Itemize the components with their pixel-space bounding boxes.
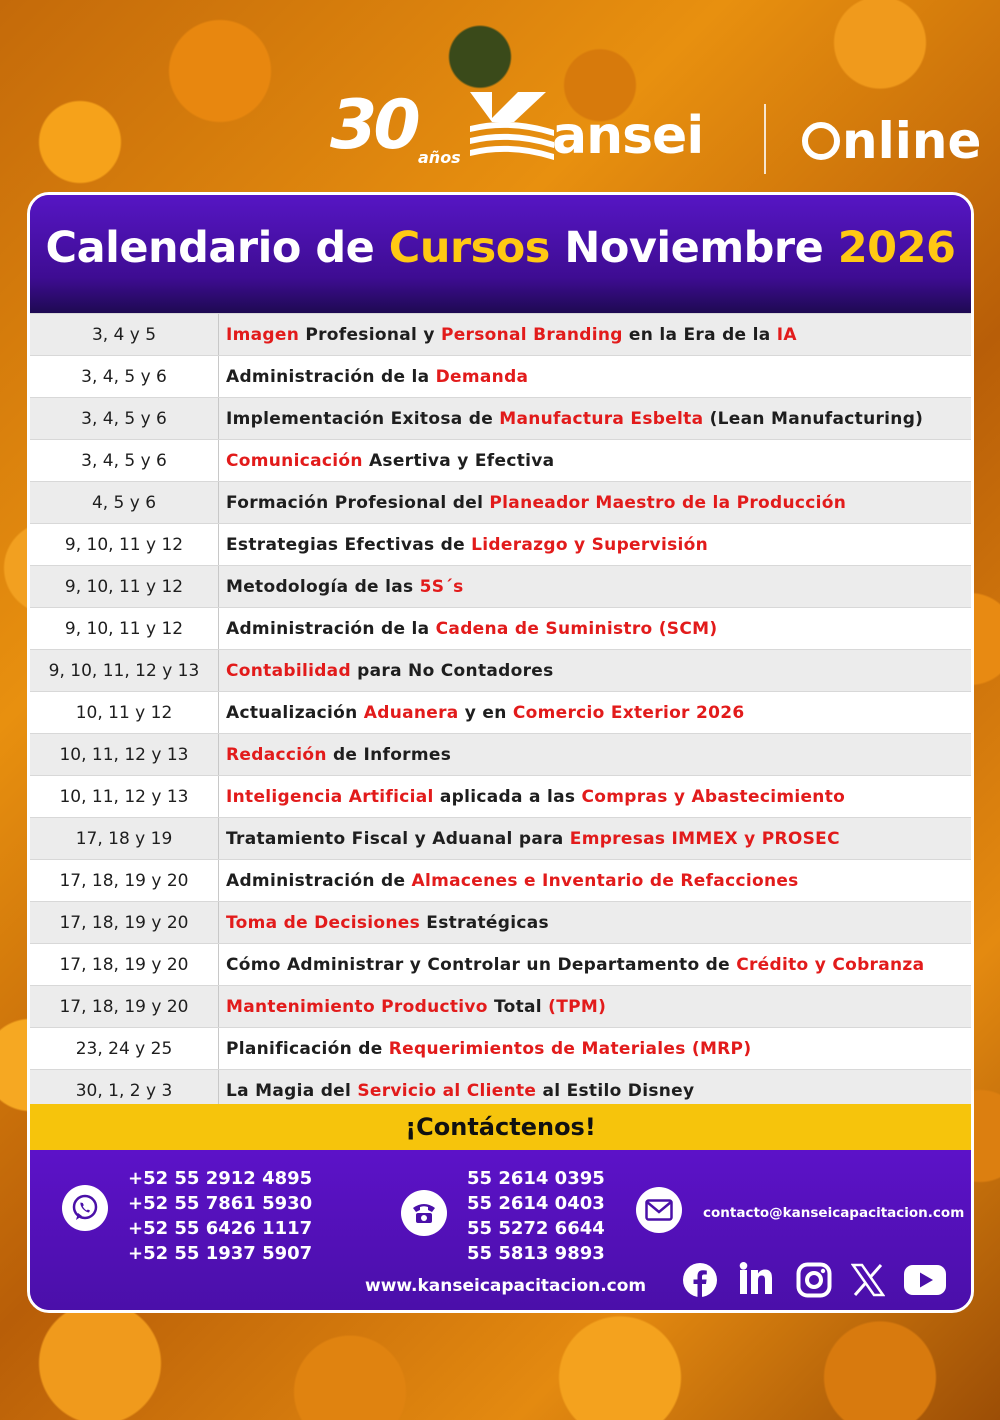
course-title-highlight: Redacción	[226, 744, 327, 765]
phone-number[interactable]: 55 5813 9893	[467, 1243, 605, 1264]
course-title-highlight: Inteligencia Artificial	[226, 786, 434, 807]
course-dates: 17, 18 y 19	[30, 818, 219, 859]
course-dates: 9, 10, 11 y 12	[30, 566, 219, 607]
youtube-icon[interactable]	[902, 1260, 948, 1300]
course-title-text: de Informes	[326, 744, 452, 765]
course-title	[219, 997, 971, 1017]
course-title-text: Actualización	[226, 702, 364, 723]
page-title	[30, 223, 971, 273]
course-title	[219, 871, 971, 891]
course-title-text: La Magia del	[226, 1080, 358, 1101]
table-row	[30, 775, 971, 817]
course-title-text: Administración de la	[226, 618, 436, 639]
course-dates: 10, 11, 12 y 13	[30, 734, 219, 775]
course-title	[219, 493, 971, 513]
whatsapp-number[interactable]: +52 55 2912 4895	[128, 1168, 313, 1189]
course-dates: 4, 5 y 6	[30, 482, 219, 523]
course-title-text: Cómo Administrar y Controlar un Departamento de	[226, 954, 737, 975]
course-dates: 23, 24 y 25	[30, 1028, 219, 1069]
course-title-text: Tratamiento Fiscal y Aduanal para	[226, 828, 570, 849]
course-title-text: Metodología de las	[226, 576, 420, 597]
kansei-k-logo-icon	[470, 92, 554, 162]
course-title	[219, 367, 971, 387]
course-dates: 3, 4, 5 y 6	[30, 440, 219, 481]
course-title-text: Estrategias Efectivas de	[226, 534, 472, 555]
course-title-text: para No Contadores	[350, 660, 554, 681]
course-title-highlight: Personal Branding	[440, 324, 623, 345]
course-title-text: en la Era de la	[622, 324, 777, 345]
table-row	[30, 649, 971, 691]
course-title	[219, 703, 971, 723]
course-dates: 10, 11 y 12	[30, 692, 219, 733]
course-dates: 17, 18, 19 y 20	[30, 902, 219, 943]
title-part-3: Noviembre	[549, 223, 838, 273]
course-dates: 10, 11, 12 y 13	[30, 776, 219, 817]
course-dates: 9, 10, 11 y 12	[30, 608, 219, 649]
course-title-highlight: Imagen	[226, 324, 300, 345]
course-title-highlight: Comercio Exterior 2026	[512, 702, 745, 723]
header	[0, 0, 1000, 190]
course-title-highlight: (TPM)	[548, 996, 607, 1017]
course-title-text: Formación Profesional del	[226, 492, 490, 513]
course-title-highlight: Comunicación	[226, 450, 363, 471]
table-row	[30, 817, 971, 859]
facebook-icon[interactable]	[680, 1260, 720, 1300]
course-title-text: Administración de la	[226, 366, 436, 387]
course-dates: 3, 4, 5 y 6	[30, 398, 219, 439]
course-title	[219, 577, 971, 597]
course-title	[219, 787, 971, 807]
table-row	[30, 859, 971, 901]
table-row	[30, 523, 971, 565]
table-row	[30, 607, 971, 649]
course-title-highlight: Empresas IMMEX y PROSEC	[569, 828, 840, 849]
title-part-4: 2026	[837, 223, 956, 273]
table-row	[30, 901, 971, 943]
course-title	[219, 1039, 971, 1059]
table-row	[30, 481, 971, 523]
table-row	[30, 397, 971, 439]
course-dates: 30, 1, 2 y 3	[30, 1070, 219, 1111]
contact-banner: ¡Contáctenos!	[30, 1104, 971, 1150]
table-row	[30, 355, 971, 397]
phone-number[interactable]: 55 2614 0403	[467, 1193, 605, 1214]
logo-30-number: 30	[330, 86, 417, 165]
course-title	[219, 535, 971, 555]
online-globe-icon	[802, 122, 840, 160]
title-part-2: Cursos	[388, 223, 550, 273]
logo-anos: años	[418, 148, 461, 167]
course-title	[219, 661, 971, 681]
calendar-card	[27, 192, 974, 1313]
course-title-highlight: 5S´s	[419, 576, 464, 597]
table-row	[30, 565, 971, 607]
whatsapp-number[interactable]: +52 55 6426 1117	[128, 1218, 313, 1239]
course-title-text: Total	[487, 996, 549, 1017]
table-row	[30, 733, 971, 775]
course-title-highlight: Toma de Decisiones	[226, 912, 421, 933]
table-row	[30, 439, 971, 481]
course-dates: 3, 4 y 5	[30, 314, 219, 355]
course-dates: 17, 18, 19 y 20	[30, 860, 219, 901]
phone-number[interactable]: 55 2614 0395	[467, 1168, 605, 1189]
course-title-text: Asertiva y Efectiva	[362, 450, 555, 471]
table-row	[30, 313, 971, 355]
logo-online-text: nline	[842, 112, 982, 170]
email-link[interactable]: contacto@kanseicapacitacion.com	[703, 1205, 965, 1221]
course-dates: 9, 10, 11, 12 y 13	[30, 650, 219, 691]
phone-numbers	[467, 1166, 605, 1266]
course-title-highlight: Liderazgo y Supervisión	[471, 534, 708, 555]
course-title-text: Planificación de	[226, 1038, 389, 1059]
course-title	[219, 619, 971, 639]
course-title-highlight: Demanda	[435, 366, 529, 387]
course-title-highlight: Mantenimiento Productivo	[226, 996, 488, 1017]
course-title-highlight: Servicio al Cliente	[357, 1080, 537, 1101]
course-title-highlight: Manufactura Esbelta	[499, 408, 704, 429]
whatsapp-number[interactable]: +52 55 7861 5930	[128, 1193, 313, 1214]
course-title-text: al Estilo Disney	[536, 1080, 695, 1101]
course-title-highlight: Planeador Maestro de la Producción	[489, 492, 847, 513]
course-title	[219, 451, 971, 471]
course-title-text: (Lean Manufacturing)	[703, 408, 924, 429]
course-dates: 17, 18, 19 y 20	[30, 986, 219, 1027]
course-title	[219, 955, 971, 975]
course-title-highlight: Almacenes e Inventario de Refacciones	[411, 870, 799, 891]
course-dates: 3, 4, 5 y 6	[30, 356, 219, 397]
course-title-highlight: Crédito y Cobranza	[736, 954, 925, 975]
course-title	[219, 1081, 971, 1101]
contact-area	[30, 1150, 971, 1313]
course-title-highlight: Compras y Abastecimiento	[581, 786, 846, 807]
table-row	[30, 985, 971, 1027]
whatsapp-icon[interactable]	[62, 1185, 108, 1231]
course-title	[219, 913, 971, 933]
title-part-1: Calendario de	[45, 223, 389, 273]
course-title	[219, 829, 971, 849]
phone-icon[interactable]	[401, 1190, 447, 1236]
logo-online	[802, 112, 982, 170]
course-dates: 9, 10, 11 y 12	[30, 524, 219, 565]
mail-icon[interactable]	[636, 1187, 682, 1233]
course-title-highlight: Contabilidad	[226, 660, 351, 681]
course-title-highlight: IA	[776, 324, 797, 345]
course-title-text: Profesional y	[299, 324, 441, 345]
logo-divider	[764, 104, 766, 174]
website-link[interactable]: www.kanseicapacitacion.com	[365, 1276, 647, 1296]
x-icon[interactable]	[848, 1260, 888, 1300]
logo-kansei-text: ansei	[552, 106, 704, 166]
course-title	[219, 325, 971, 345]
course-table	[30, 313, 971, 1111]
course-dates: 17, 18, 19 y 20	[30, 944, 219, 985]
table-row	[30, 1027, 971, 1069]
table-row	[30, 691, 971, 733]
course-title-text: Administración de	[226, 870, 412, 891]
course-title-highlight: Cadena de Suministro (SCM)	[435, 618, 718, 639]
instagram-icon[interactable]	[794, 1260, 834, 1300]
course-title	[219, 409, 971, 429]
title-bar	[30, 195, 971, 313]
phone-number[interactable]: 55 5272 6644	[467, 1218, 605, 1239]
whatsapp-number[interactable]: +52 55 1937 5907	[128, 1243, 313, 1264]
whatsapp-numbers	[128, 1166, 312, 1266]
course-title-text: Estratégicas	[420, 912, 549, 933]
course-title-highlight: Aduanera	[363, 702, 459, 723]
course-title-text: y en	[458, 702, 513, 723]
course-title-highlight: Requerimientos de Materiales (MRP)	[388, 1038, 752, 1059]
course-title-text: Implementación Exitosa de	[226, 408, 500, 429]
linkedin-icon[interactable]	[736, 1260, 776, 1300]
table-row	[30, 943, 971, 985]
course-title-text: aplicada a las	[433, 786, 582, 807]
course-title	[219, 745, 971, 765]
